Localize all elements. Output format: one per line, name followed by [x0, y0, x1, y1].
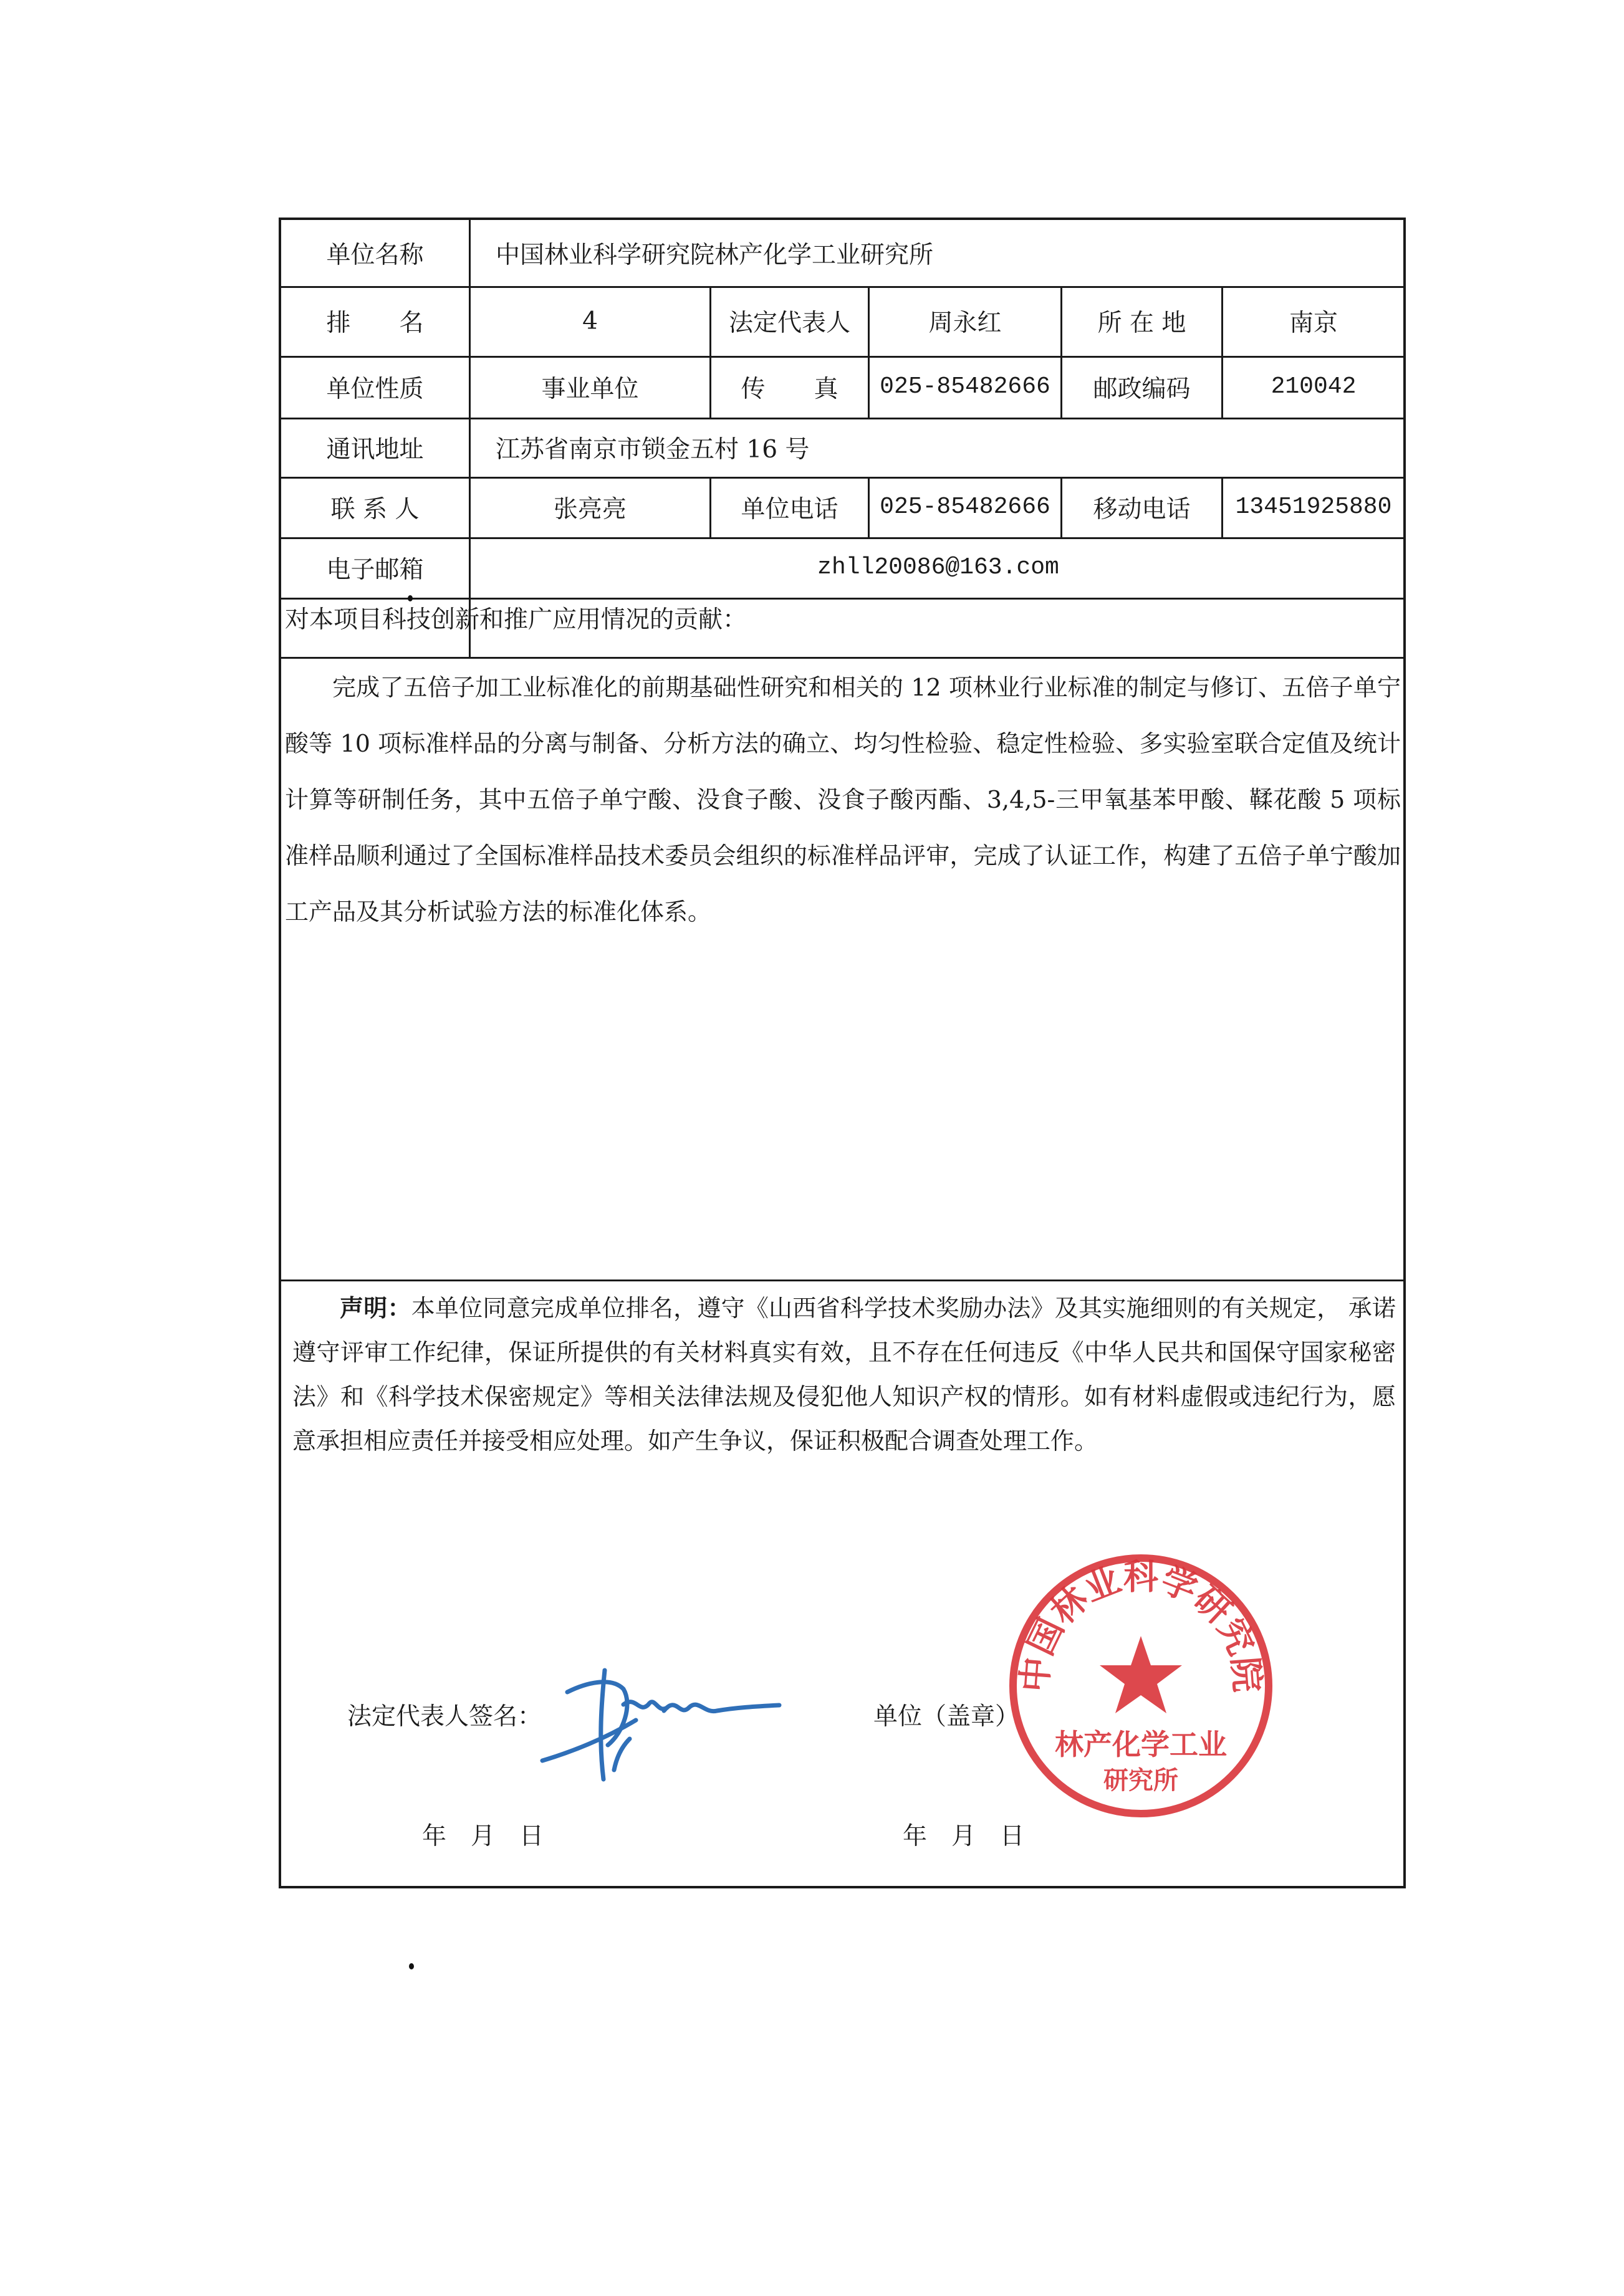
rank-value: 4: [582, 307, 598, 335]
postcode-label: 邮政编码: [1093, 375, 1191, 403]
legal-rep-label: 法定代表人: [728, 309, 850, 337]
seal-star-icon: [1100, 1636, 1182, 1713]
seal-inner-line2: 研究所: [1103, 1766, 1178, 1795]
address-label: 通讯地址: [326, 435, 424, 464]
legal-rep-signature-label: 法定代表人签名：: [347, 1703, 542, 1731]
contact-label: 联 系 人: [330, 495, 420, 524]
location-label: 所 在 地: [1097, 309, 1186, 337]
unit-seal-label: 单位（盖章）: [873, 1703, 1020, 1731]
nature-label: 单位性质: [326, 375, 424, 403]
handwritten-signature: [530, 1645, 792, 1789]
seal-inner-line1: 林产化学工业: [1055, 1728, 1227, 1761]
email-label: 电子邮箱: [326, 555, 424, 584]
unit-name-label: 单位名称: [326, 241, 424, 269]
contribution-text: 完成了五倍子加工业标准化的前期基础性研究和相关的 12 项林业行业标准的制定与修订、五倍子单宁酸等 10 项标准样品的分离与制备、分析方法的确立、均匀性检验、稳定性检验、多实验室联合定值及统计计算等研制任务，其中五倍子单宁酸、没食子酸、没食子酸丙酯、3,4,5-三甲氧基苯甲酸、鞣花酸 5 项标准样品顺利通过了全国标准样品技术委员会组织的标准样品评审，完成了认证工作，构建了五倍子单宁酸加工产品及其分析试验方法的标准化体系。: [285, 674, 1401, 926]
declaration-text: [292, 1286, 1396, 1463]
nature-value: 事业单位: [541, 375, 639, 403]
fax-label: 传 真: [741, 375, 838, 403]
mobile-value: 13451925880: [1235, 494, 1392, 520]
contact-value: 张亮亮: [553, 495, 627, 524]
scan-mark: [409, 1963, 414, 1969]
declaration-body: 本单位同意完成单位排名，遵守《山西省科学技术奖励办法》及其实施细则的有关规定， 承诺遵守评审工作纪律，保证所提供的有关材料真实有效，且不存在任何违反《中华人民共和国保守国家秘密法》和《科学技术保密规定》等相关法律法规及侵犯他人知识产权的情形。如有材料虚假或违纪行为，愿意承担相应责任并接受相应处理。如产生争议，保证积极配合调查处理工作。: [292, 1294, 1396, 1455]
rank-label: 排 名: [326, 309, 424, 337]
row-divider: [281, 657, 1403, 659]
phone-value: 025-85482666: [880, 494, 1050, 520]
fax-value: 025-85482666: [880, 373, 1050, 400]
declaration-lead: 声明：: [340, 1294, 411, 1322]
date-right: 年 月 日: [903, 1822, 1025, 1850]
seal-outer-text: 中国林业科学研究院: [1014, 1557, 1267, 1694]
postcode-value: 210042: [1271, 373, 1357, 400]
contribution-title: 对本项目科技创新和推广应用情况的贡献：: [285, 606, 747, 634]
scan-mark: [408, 595, 413, 601]
official-seal: [997, 1543, 1284, 1829]
date-left: 年 月 日: [422, 1822, 544, 1850]
row-divider: [281, 598, 1403, 600]
location-value: 南京: [1289, 309, 1338, 337]
legal-rep-value: 周永红: [928, 309, 1002, 337]
section-divider: [281, 1280, 1403, 1281]
address-value: 江苏省南京市锁金五村 16 号: [496, 435, 810, 464]
email-value: zhll20086@163.com: [817, 554, 1059, 581]
mobile-label: 移动电话: [1093, 495, 1191, 524]
unit-name-value: 中国林业科学研究院林产化学工业研究所: [496, 241, 934, 269]
phone-label: 单位电话: [741, 495, 838, 524]
